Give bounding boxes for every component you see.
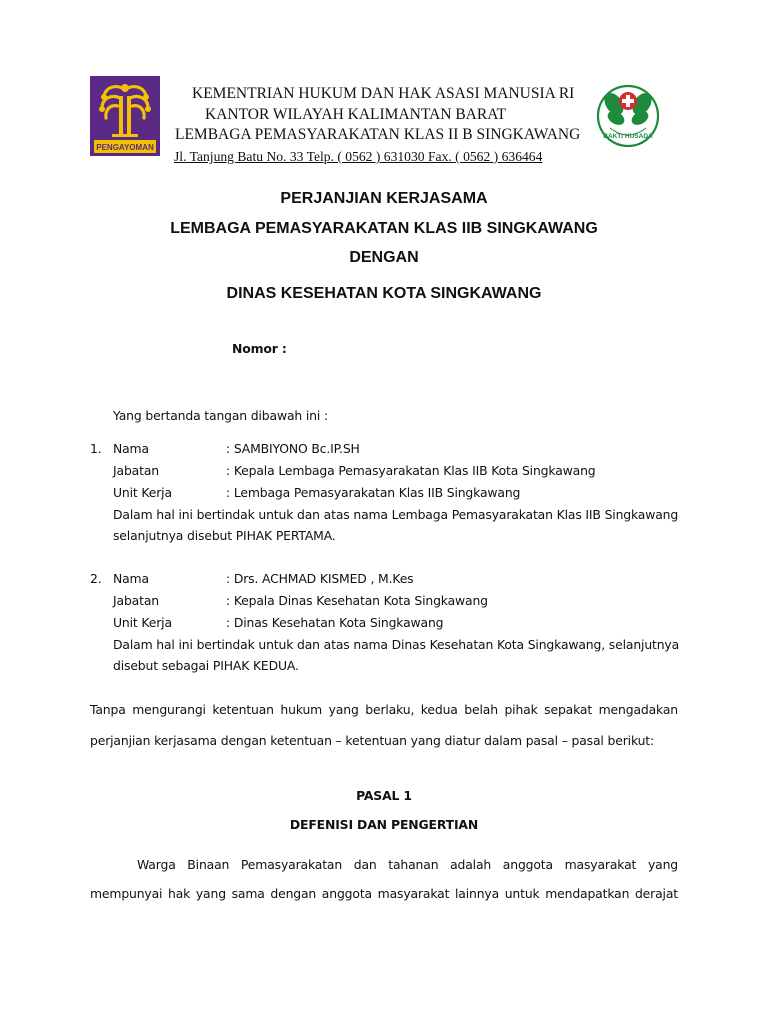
field-label: Unit Kerja [113, 485, 172, 500]
bakti-husada-logo [596, 76, 660, 156]
regional-office: KANTOR WILAYAH KALIMANTAN BARAT [205, 106, 507, 123]
field-value: : Lembaga Pemasyarakatan Klas IIB Singkawang [226, 485, 521, 500]
pasal-subheading: DEFENISI DAN PENGERTIAN [289, 817, 479, 832]
agreement-paragraph: perjanjian kerjasama dengan ketentuan – ketentuan yang diatur dalam pasal – pasal berikut: [90, 733, 655, 748]
field-label: Unit Kerja [113, 615, 172, 630]
doc-title-with: DENGAN [349, 249, 419, 266]
field-label: Nama [113, 571, 149, 586]
pasal-paragraph: mempunyai hak yang sama dengan anggota masyarakat lainnya untuk mendapatkan derajat [90, 886, 678, 901]
field-label: Jabatan [113, 593, 159, 608]
field-value: : Kepala Lembaga Pemasyarakatan Klas IIB Kota Singkawang [226, 463, 596, 478]
field-value: : Kepala Dinas Kesehatan Kota Singkawang [226, 593, 488, 608]
pasal-paragraph: Warga Binaan Pemasyarakatan dan tahanan adalah anggota masyarakat yang [137, 857, 678, 872]
field-value: : Dinas Kesehatan Kota Singkawang [226, 615, 444, 630]
field-label: Nama [113, 441, 149, 456]
party-description: Dalam hal ini bertindak untuk dan atas nama Dinas Kesehatan Kota Singkawang, selanjutnya [113, 637, 680, 652]
doc-title-party1: LEMBAGA PEMASYARAKATAN KLAS IIB SINGKAWANG [170, 220, 598, 237]
pengayoman-logo-text: PENGAYOMAN [96, 143, 154, 152]
doc-title: PERJANJIAN KERJASAMA [280, 190, 488, 207]
party-description: Dalam hal ini bertindak untuk dan atas nama Lembaga Pemasyarakatan Klas IIB Singkawang [113, 507, 679, 522]
party-description: selanjutnya disebut PIHAK PERTAMA. [113, 528, 336, 543]
institution-address: Jl. Tanjung Batu No. 33 Telp. ( 0562 ) 631030 Fax. ( 0562 ) 636464 [174, 149, 543, 164]
party-number: 2. [90, 571, 102, 586]
bakti-husada-logo-text: BAKTI HUSADA [603, 133, 653, 140]
nomor-label: Nomor : [232, 341, 287, 356]
intro-text: Yang bertanda tangan dibawah ini : [113, 408, 328, 423]
pengayoman-logo [90, 76, 160, 156]
field-value: : SAMBIYONO Bc.IP.SH [226, 441, 360, 456]
party-number: 1. [90, 441, 102, 456]
pasal-heading: PASAL 1 [356, 788, 412, 803]
doc-title-party2: DINAS KESEHATAN KOTA SINGKAWANG [226, 285, 542, 302]
party-description: disebut sebagai PIHAK KEDUA. [113, 658, 299, 673]
institution-name: LEMBAGA PEMASYARAKATAN KLAS II B SINGKAWANG [175, 126, 581, 143]
field-label: Jabatan [113, 463, 159, 478]
agreement-paragraph: Tanpa mengurangi ketentuan hukum yang berlaku, kedua belah pihak sepakat mengadakan [90, 702, 678, 717]
ministry-name: KEMENTRIAN HUKUM DAN HAK ASASI MANUSIA RI [192, 85, 575, 102]
field-value: : Drs. ACHMAD KISMED , M.Kes [226, 571, 414, 586]
